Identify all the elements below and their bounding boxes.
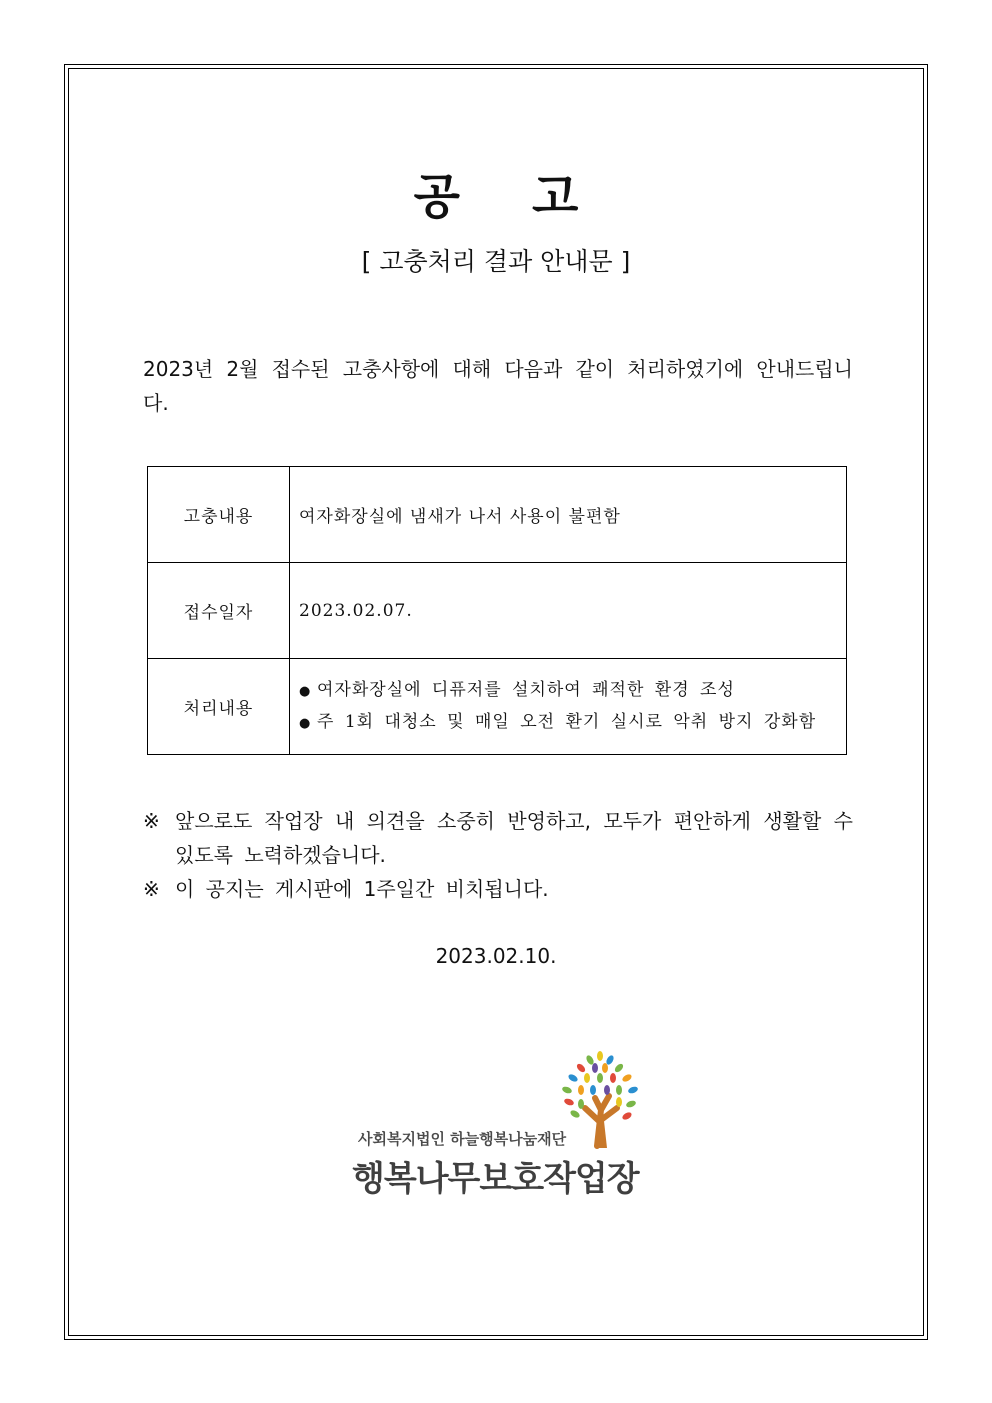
grievance-table bbox=[147, 466, 847, 755]
table-value-date: 2023.02.07. bbox=[290, 563, 847, 659]
action-item-text: 여자화장실에 디퓨저를 설치하여 쾌적한 환경 조성 bbox=[317, 679, 735, 700]
table-value-action bbox=[290, 659, 847, 755]
table-row bbox=[148, 563, 847, 659]
note-item bbox=[143, 872, 853, 906]
table-row bbox=[148, 659, 847, 755]
bullet-icon: ● bbox=[299, 683, 312, 699]
notes-section bbox=[143, 804, 853, 906]
reference-mark-icon: ※ bbox=[143, 877, 160, 901]
logo-org-name: 행복나무보호작업장 bbox=[352, 1159, 639, 1199]
intro-paragraph: 2023년 2월 접수된 고충사항에 대해 다음과 같이 처리하였기에 안내드립니다. bbox=[143, 357, 853, 415]
tree-logo-icon bbox=[555, 1050, 645, 1150]
title-char-right: 고 bbox=[532, 169, 579, 225]
note-text: 이 공지는 게시판에 1주일간 비치됩니다. bbox=[175, 877, 549, 901]
list-item bbox=[299, 707, 846, 739]
note-item bbox=[143, 804, 853, 872]
title-char-left: 공 bbox=[413, 169, 460, 225]
reference-mark-icon: ※ bbox=[143, 809, 160, 833]
table-value-content: 여자화장실에 냄새가 나서 사용이 불편함 bbox=[290, 467, 847, 563]
note-text: 앞으로도 작업장 내 의견을 소중히 반영하고, 모두가 편안하게 생활할 수 있도록 노력하겠습니다. bbox=[175, 809, 853, 867]
logo-org-subtitle: 사회복지법인 하늘행복나눔재단 bbox=[358, 1130, 567, 1148]
list-item bbox=[299, 675, 846, 707]
table-label-date: 접수일자 bbox=[148, 563, 290, 659]
action-list bbox=[299, 675, 846, 739]
table-label-action: 처리내용 bbox=[148, 659, 290, 755]
notice-date: 2023.02.10. bbox=[435, 944, 557, 968]
bullet-icon: ● bbox=[299, 715, 312, 731]
notice-subtitle: [ 고충처리 결과 안내문 ] bbox=[361, 247, 631, 276]
organization-logo bbox=[350, 1050, 650, 1200]
notice-title bbox=[0, 158, 992, 227]
table-label-content: 고충내용 bbox=[148, 467, 290, 563]
table-row bbox=[148, 467, 847, 563]
action-item-text: 주 1회 대청소 및 매일 오전 환기 실시로 악취 방지 강화함 bbox=[317, 711, 817, 732]
